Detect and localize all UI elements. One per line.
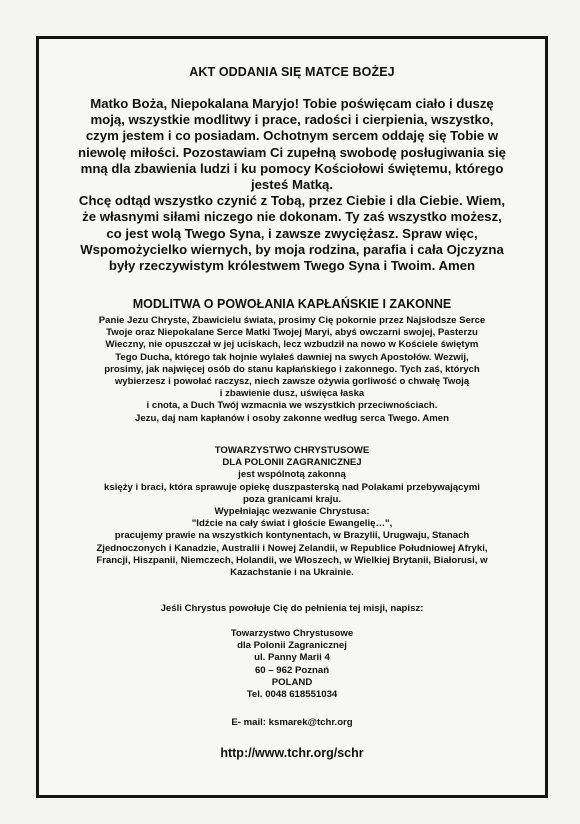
prayer-line: Wieczny, nie opuszczał w jej uciskach, lecz wzbudził na nowo w Kościele świętym bbox=[105, 339, 479, 351]
vocations-prayer-title: MODLITWA O POWOŁANIA KAPŁAŃSKIE I ZAKONNE bbox=[132, 297, 452, 311]
prayer-line: były rzeczywistym królestwem Twego Syna i Twoim. Amen bbox=[108, 258, 476, 274]
prayer-line: mną dla zbawienia ludzi i ku pomocy Kościołowi świętemu, którego bbox=[80, 160, 504, 176]
org-quote-line: "Idźcie na cały świat i głoście Ewangelię…", bbox=[191, 518, 393, 530]
org-text-line: Wypełniając wezwanie Chrystusa: bbox=[214, 506, 370, 518]
phone-line: Tel. 0048 618551034 bbox=[246, 689, 338, 701]
prayer-line: Tego Ducha, którego tak hojnie wylałeś dawniej na swych Apostołów. Wezwij, bbox=[115, 351, 469, 363]
org-text-line: jest wspólnotą zakonną bbox=[238, 469, 346, 481]
org-name-line: TOWARZYSTWO CHRYSTUSOWE bbox=[214, 445, 370, 456]
act-of-consecration-title: AKT ODDANIA SIĘ MATCE BOŻEJ bbox=[189, 65, 395, 79]
postal-address bbox=[39, 628, 545, 701]
document-content bbox=[39, 39, 545, 795]
prayer-line: i zbawienie dusz, uświęca łaska bbox=[219, 388, 365, 400]
org-text-line: Francji, Hiszpanii, Niemczech, Holandii, we Włoszech, w Wielkiej Brytanii, Białorusi, w bbox=[96, 554, 488, 566]
email-address: E- mail: ksmarek@tchr.org bbox=[231, 717, 353, 728]
website-url: http://www.tchr.org/schr bbox=[220, 746, 364, 760]
prayer-line: co jest wolą Twego Syna, i zawsze zwyciężasz. Spraw więc, bbox=[106, 225, 478, 241]
prayer-line: jesteś Matką. bbox=[250, 177, 334, 193]
organization-description bbox=[53, 445, 531, 579]
prayer-line: Jezu, daj nam kapłanów i osoby zakonne według serca Twego. Amen bbox=[134, 412, 449, 424]
org-text-line: Kazachstanie i na Ukrainie. bbox=[230, 567, 354, 579]
prayer-line: i cnota, a Duch Twój wzmacnia we wszystkich przeciwnościach. bbox=[146, 400, 438, 412]
address-line: POLAND bbox=[271, 676, 313, 688]
prayer-line: Twoje oraz Niepokalane Serce Matki Twojej Maryi, abyś owczarni swojej, Pasterzu bbox=[106, 327, 478, 339]
org-name-line: DLA POLONII ZAGRANICZNEJ bbox=[222, 457, 362, 469]
prayer-line: że własnymi siłami niczego nie dokonam. Ty zaś wszystko możesz, bbox=[82, 209, 502, 225]
page-border-frame bbox=[36, 36, 548, 798]
prayer-line: prosimy, jak najwięcej osób do stanu kapłańskiego i zakonnego. Tych zaś, których bbox=[104, 363, 480, 375]
prayer-line: Chcę odtąd wszystko czynić z Tobą, przez Ciebie i dla Ciebie. Wiem, bbox=[78, 193, 506, 209]
prayer-line: Matko Boża, Niepokalana Maryjo! Tobie poświęcam ciało i duszę bbox=[90, 96, 494, 111]
org-text-line: pracujemy prawie na wszystkich kontynentach, w Brazylii, Urugwaju, Stanach bbox=[114, 530, 470, 542]
prayer-line: czym jestem i co posiadam. Ochotnym sercem oddaję się Tobie w bbox=[85, 128, 499, 144]
prayer-line: niewolę miłości. Pozostawiam Ci zupełną swobodę posługiwania się bbox=[78, 144, 506, 160]
call-to-action: Jeśli Chrystus powołuje Cię do pełnienia tej misji, napisz: bbox=[160, 603, 424, 614]
org-text-line: księży i braci, która sprawuje opiekę duszpasterską nad Polakami przebywającymi bbox=[104, 481, 480, 493]
address-line: ul. Panny Marii 4 bbox=[254, 652, 330, 664]
address-line: Towarzystwo Chrystusowe bbox=[230, 628, 354, 639]
address-line: dla Polonii Zagranicznej bbox=[237, 640, 347, 652]
org-text-line: poza granicami kraju. bbox=[242, 493, 342, 505]
prayer-line: Panie Jezu Chryste, Zbawicielu świata, prosimy Cię pokornie przez Najsłodsze Serce bbox=[98, 315, 486, 326]
prayer-line: Wspomożycielko wiernych, by moja rodzina, parafia i cała Ojczyzna bbox=[80, 241, 504, 257]
act-of-consecration-prayer bbox=[57, 96, 527, 274]
address-line: 60 – 962 Poznań bbox=[254, 664, 330, 676]
prayer-line: moją, wszystkie modlitwy i prace, radości i cierpienia, wszystko, bbox=[90, 112, 494, 128]
prayer-line: wybierzesz i powołać raczysz, niech zawsze ożywia gorliwość o chwałę Twoją bbox=[114, 376, 470, 388]
vocations-prayer bbox=[55, 315, 529, 425]
org-text-line: Zjednoczonych i Kanadzie, Australii i Nowej Zelandii, w Republice Południowej Afryki, bbox=[96, 542, 488, 554]
